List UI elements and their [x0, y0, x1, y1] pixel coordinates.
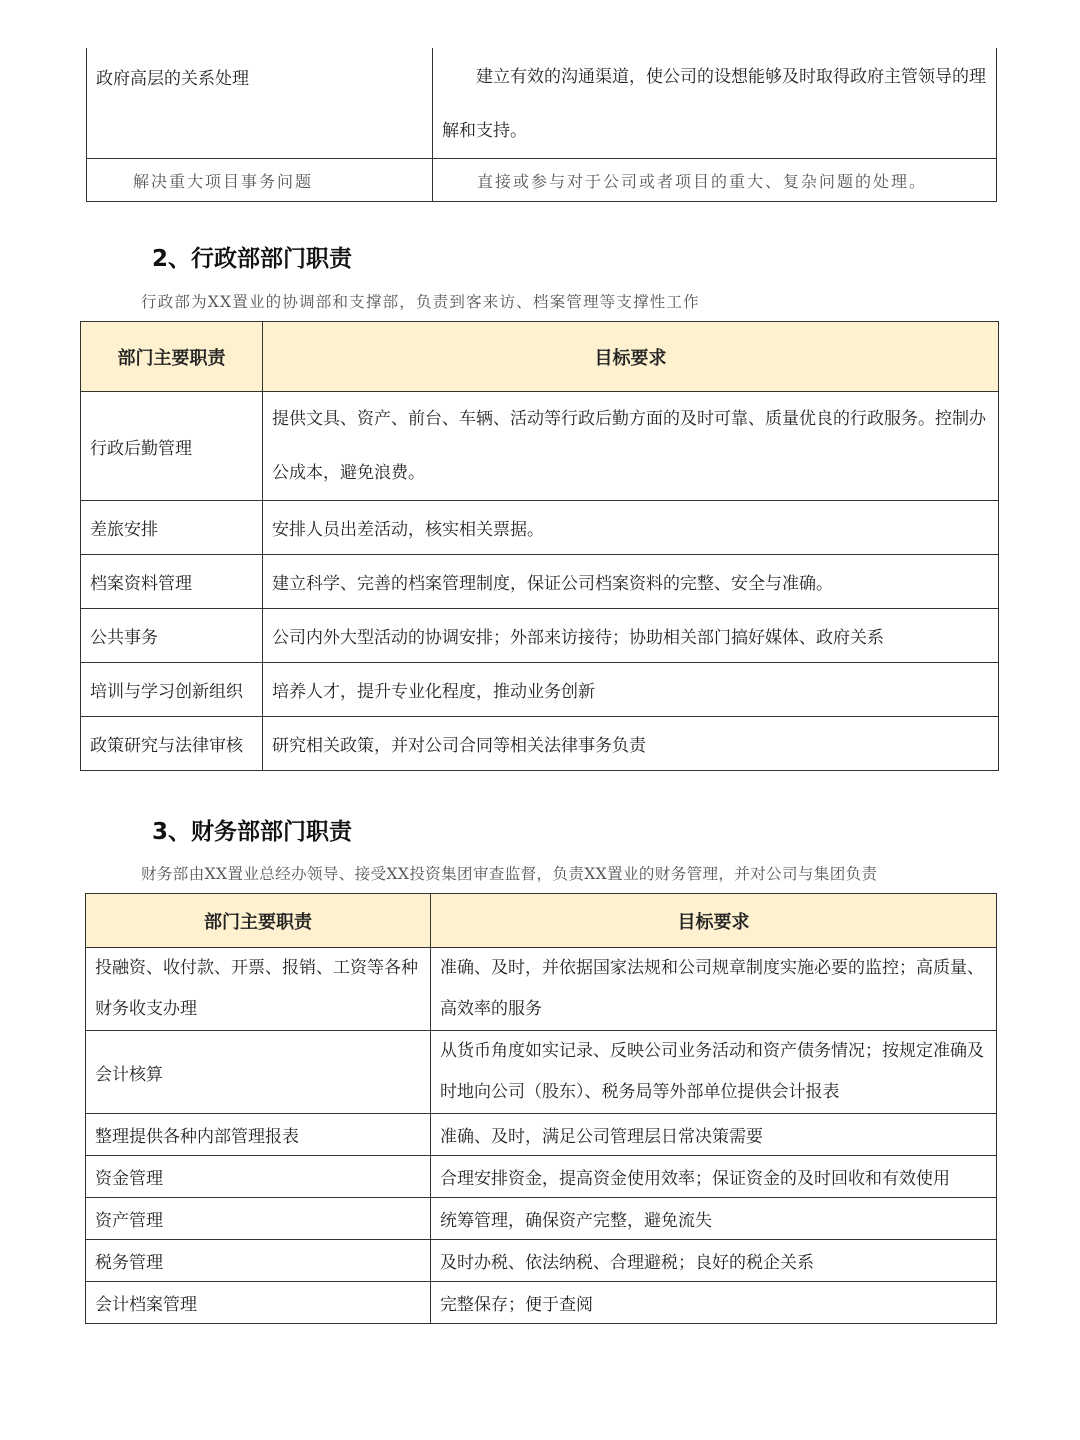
duty-text: 政府高层的关系处理	[96, 69, 249, 89]
table-header-row	[86, 894, 997, 948]
requirement-cell: 及时办税、依法纳税、合理避税；良好的税企关系	[431, 1240, 997, 1282]
section3-title: 3、财务部部门职责	[152, 819, 353, 845]
table-row	[86, 1114, 997, 1156]
duty-cell: 公共事务	[81, 609, 263, 663]
duty-cell: 整理提供各种内部管理报表	[86, 1114, 431, 1156]
finance-department-table	[85, 893, 997, 1324]
requirement-text: 直接或参与对于公司或者项目的重大、复杂问题的处理。	[477, 171, 928, 191]
table-row	[81, 392, 999, 501]
table-row	[87, 159, 997, 202]
duty-cell: 差旅安排	[81, 501, 263, 555]
duty-cell: 行政后勤管理	[81, 392, 263, 501]
table-row	[86, 1156, 997, 1198]
table-row	[81, 501, 999, 555]
duty-cell: 投融资、收付款、开票、报销、工资等各种财务收支办理	[86, 948, 431, 1031]
duty-cell: 会计档案管理	[86, 1282, 431, 1324]
table-row	[86, 948, 997, 1031]
duty-cell: 资金管理	[86, 1156, 431, 1198]
section3-intro: 财务部由XX置业总经办领导、接受XX投资集团审查监督，负责XX置业的财务管理，并对公司与集团负责	[141, 865, 878, 883]
table-row	[86, 1198, 997, 1240]
section2-title: 2、行政部部门职责	[152, 246, 353, 272]
requirement-cell: 准确、及时，满足公司管理层日常决策需要	[431, 1114, 997, 1156]
admin-department-table	[80, 321, 999, 771]
table-row	[86, 1031, 997, 1114]
table-row	[81, 555, 999, 609]
header-duty: 部门主要职责	[81, 322, 263, 392]
requirement-cell	[433, 159, 997, 202]
requirement-cell: 合理安排资金，提高资金使用效率；保证资金的及时回收和有效使用	[431, 1156, 997, 1198]
requirement-cell: 培养人才，提升专业化程度，推动业务创新	[263, 663, 999, 717]
table-row	[81, 663, 999, 717]
header-duty: 部门主要职责	[86, 894, 431, 948]
requirement-cell: 公司内外大型活动的协调安排；外部来访接待；协助相关部门搞好媒体、政府关系	[263, 609, 999, 663]
duty-cell: 政策研究与法律审核	[81, 717, 263, 771]
requirement-cell: 从货币角度如实记录、反映公司业务活动和资产债务情况；按规定准确及时地向公司（股东）、税务局等外部单位提供会计报表	[431, 1031, 997, 1114]
header-requirement: 目标要求	[431, 894, 997, 948]
requirement-cell: 提供文具、资产、前台、车辆、活动等行政后勤方面的及时可靠、质量优良的行政服务。控制办公成本，避免浪费。	[263, 392, 999, 501]
duty-text: 解决重大项目事务问题	[133, 171, 314, 191]
duty-cell: 档案资料管理	[81, 555, 263, 609]
requirement-text: 建立有效的沟通渠道，使公司的设想能够及时取得政府主管领导的理解和支持。	[442, 67, 986, 141]
duty-cell: 会计核算	[86, 1031, 431, 1114]
duty-cell	[87, 159, 433, 202]
requirement-cell: 准确、及时，并依据国家法规和公司规章制度实施必要的监控；高质量、高效率的服务	[431, 948, 997, 1031]
table-row	[86, 1240, 997, 1282]
section2-intro: 行政部为XX置业的协调部和支撑部，负责到客来访、档案管理等支撑性工作	[141, 293, 700, 311]
requirement-cell: 统筹管理，确保资产完整，避免流失	[431, 1198, 997, 1240]
table-header-row	[81, 322, 999, 392]
table-row	[81, 609, 999, 663]
duty-cell: 税务管理	[86, 1240, 431, 1282]
requirement-cell: 安排人员出差活动，核实相关票据。	[263, 501, 999, 555]
header-requirement: 目标要求	[263, 322, 999, 392]
requirement-cell	[433, 48, 997, 159]
requirement-cell: 完整保存；便于查阅	[431, 1282, 997, 1324]
table-row	[86, 1282, 997, 1324]
duty-cell: 培训与学习创新组织	[81, 663, 263, 717]
requirement-cell: 建立科学、完善的档案管理制度，保证公司档案资料的完整、安全与准确。	[263, 555, 999, 609]
table-row	[81, 717, 999, 771]
duty-cell: 资产管理	[86, 1198, 431, 1240]
government-relations-table	[86, 48, 997, 202]
duty-cell	[87, 48, 433, 159]
requirement-cell: 研究相关政策，并对公司合同等相关法律事务负责	[263, 717, 999, 771]
table-row	[87, 48, 997, 159]
